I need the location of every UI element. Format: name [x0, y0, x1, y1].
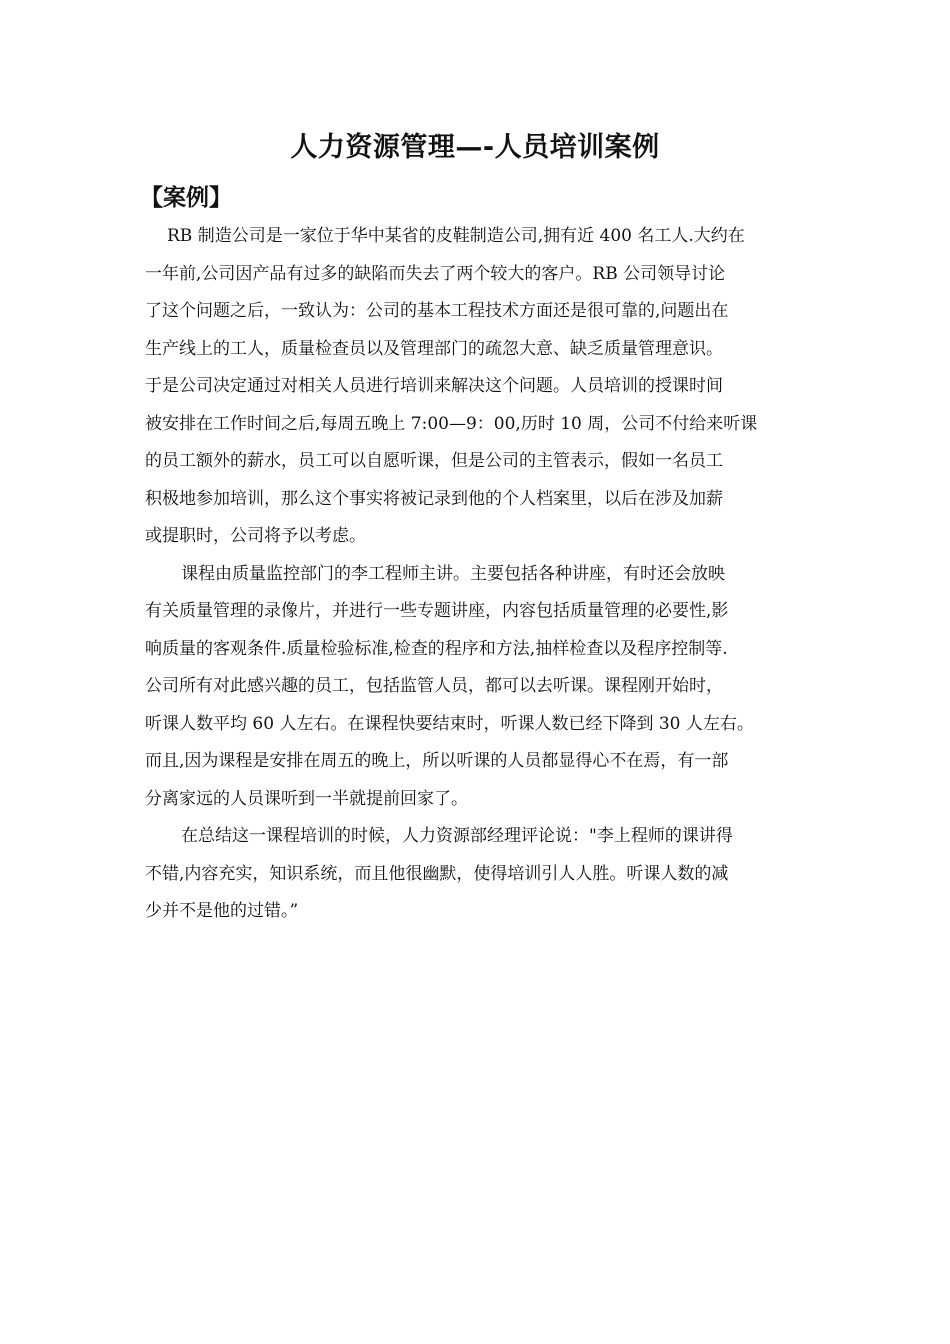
- paragraph-line: 或提职时，公司将予以考虑。: [145, 526, 366, 546]
- document-body: [145, 218, 807, 931]
- paragraph-line: 积极地参加培训，那么这个事实将被记录到他的个人档案里，以后在涉及加薪: [145, 488, 723, 509]
- paragraph-line: 有关质量管理的录像片，并进行一些专题讲座，内容包括质量管理的必要性,影: [145, 601, 729, 621]
- paragraph-line: 了这个问题之后，一致认为：公司的基本工程技术方面还是很可靠的,问题出在: [145, 301, 729, 321]
- paragraph-line: 一年前,公司因产品有过多的缺陷而失去了两个较大的客户。RB 公司领导讨论: [145, 263, 726, 284]
- paragraph-line: 被安排在工作时间之后,每周五晚上 7:00—9：00,历时 10 周，公司不付给来听课: [145, 413, 758, 434]
- section-heading: 【案例】: [140, 185, 232, 211]
- paragraph-line: 公司所有对此感兴趣的员工，包括监管人员，都可以去听课。课程刚开始时，: [145, 676, 723, 696]
- paragraph-line: 响质量的客观条件.质量检验标准,检查的程序和方法,抽样检查以及程序控制等.: [145, 638, 728, 659]
- paragraph-line: 在总结这一课程培训的时候，人力资源部经理评论说："李上程师的课讲得: [181, 826, 733, 846]
- paragraph-line: 不错,内容充实，知识系统，而且他很幽默，使得培训引人人胜。听课人数的减: [145, 863, 729, 884]
- paragraph-line: 分离家远的人员课听到一半就提前回家了。: [145, 788, 468, 809]
- paragraph-line: 而且,因为课程是安排在周五的晚上，所以听课的人员都显得心不在焉，有一部: [145, 751, 729, 771]
- paragraph-line: 课程由质量监控部门的李工程师主讲。主要包括各种讲座，有时还会放映: [181, 563, 725, 584]
- paragraph-line: 少并不是他的过错。”: [145, 901, 299, 921]
- paragraph-line: 生产线上的工人，质量检查员以及管理部门的疏忽大意、缺乏质量管理意识。: [145, 338, 723, 359]
- paragraph-line: 于是公司决定通过对相关人员进行培训来解决这个问题。人员培训的授课时间: [145, 376, 723, 396]
- paragraph-line: 的员工额外的薪水，员工可以自愿听课，但是公司的主管表示，假如一名员工: [145, 451, 723, 471]
- paragraph-line: 听课人数平均 60 人左右。在课程快要结束时，听课人数已经下降到 30 人左右。: [145, 713, 754, 734]
- document-title: 人力资源管理—-人员培训案例: [290, 132, 660, 163]
- paragraph-line: RB 制造公司是一家位于华中某省的皮鞋制造公司,拥有近 400 名工人.大约在: [167, 226, 745, 246]
